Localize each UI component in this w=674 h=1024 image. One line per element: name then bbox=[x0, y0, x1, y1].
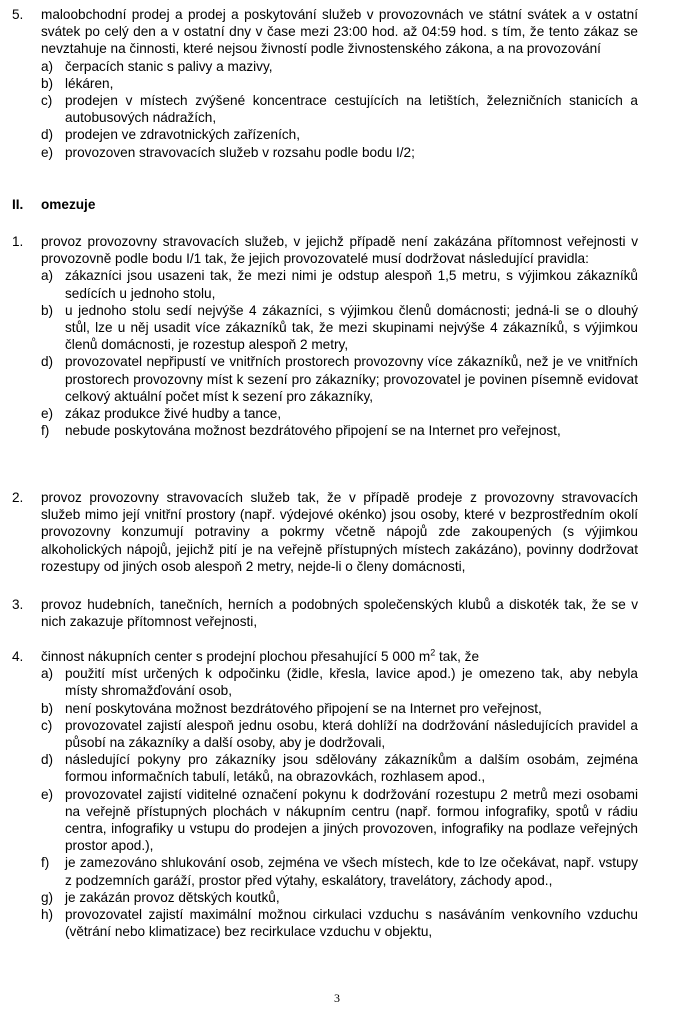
sub-item-c bbox=[41, 717, 638, 751]
sub-label: g) bbox=[41, 889, 54, 905]
sub-item-f bbox=[41, 422, 638, 439]
sub-label: b) bbox=[41, 700, 54, 716]
sub-text: není poskytována možnost bezdrátového připojení se na Internet pro veřejnost, bbox=[65, 700, 542, 716]
item-text: provoz provozovny stravovacích služeb, v jejichž případě není zakázána přítomnost veřejnosti v provozovně podle bodu I/1 tak, že jejich provozovatelé musí dodržovat následující pravidla: bbox=[41, 234, 638, 267]
item-5 bbox=[12, 6, 638, 161]
sub-text: lékáren, bbox=[65, 75, 114, 91]
sub-label: a) bbox=[41, 58, 54, 74]
sub-text: následující pokyny pro zákazníky jsou sdělovány zákazníkům a dalším osobám, zejména formou informačních tabulí, letáků, na obrazovkách, rozhlasem apod., bbox=[65, 752, 638, 785]
sub-item-e bbox=[41, 144, 638, 161]
item-text-part: činnost nákupních center s prodejní plochou přesahující 5 000 m bbox=[41, 649, 431, 664]
item-ii-2 bbox=[12, 489, 638, 575]
item-text-part: tak, že bbox=[435, 649, 480, 664]
sub-item-d bbox=[41, 751, 638, 785]
item-number: 3. bbox=[12, 597, 24, 612]
item-number: 4. bbox=[12, 649, 24, 664]
sub-item-b bbox=[41, 302, 638, 354]
sub-item-d bbox=[41, 126, 638, 143]
sub-label: f) bbox=[41, 855, 50, 871]
sub-label: d) bbox=[41, 354, 54, 370]
sub-item-b bbox=[41, 700, 638, 717]
sub-item-h bbox=[41, 906, 638, 940]
sub-item-e bbox=[41, 405, 638, 422]
sub-label: d) bbox=[41, 752, 54, 768]
sub-item-g bbox=[41, 889, 638, 906]
item-number: 5. bbox=[12, 7, 24, 22]
sub-label: h) bbox=[41, 907, 54, 923]
sub-text: čerpacích stanic s palivy a mazivy, bbox=[65, 58, 273, 74]
section-number: II. bbox=[12, 197, 24, 212]
sub-text: provozovatel zajistí maximální možnou cirkulaci vzduchu s nasáváním venkovního vzduchu (větrání nebo klimatizace) bez recirkulace vzduchu v objektu, bbox=[65, 907, 638, 940]
section-heading bbox=[12, 196, 638, 213]
sub-text: provozovatel zajistí alespoň jednu osobu, která dohlíží na dodržování následujících pravidel a působí na zákazníky a další osoby, aby je dodržovali, bbox=[65, 717, 638, 751]
sub-label: c) bbox=[41, 93, 53, 109]
item-ii-3 bbox=[12, 596, 638, 630]
item-ii-1 bbox=[12, 233, 638, 439]
sub-label: a) bbox=[41, 268, 54, 284]
sub-label: e) bbox=[41, 144, 54, 160]
sub-text: nebude poskytována možnost bezdrátového připojení se na Internet pro veřejnost, bbox=[65, 423, 561, 439]
sub-item-c bbox=[41, 92, 638, 126]
sub-text: provozovatel zajistí viditelné označení pokynu k dodržování rozestupu 2 metrů mezi osobami na veřejně přístupných plochách v nákupním centru (např. formou infografiky, spotů v rádiu centra, infografiky u vstupu do prodejen a jiných provozoven, infografiky na podlaze veřejných prostor apod.), bbox=[65, 786, 638, 854]
item-number: 1. bbox=[12, 234, 24, 249]
sub-label: e) bbox=[41, 786, 54, 802]
item-text: maloobchodní prodej a prodej a poskytování služeb v provozovnách ve státní svátek a v ostatní svátek po celý den a v ostatní dny v čase mezi 23:00 hod. až 04:59 hod. s tím, že tento zákaz se nevztahuje na činnosti, které nejsou živností podle živnostenského zákona, a na provozování bbox=[41, 7, 638, 57]
sub-label: e) bbox=[41, 406, 54, 422]
sub-text: zákaz produkce živé hudby a tance, bbox=[65, 406, 282, 422]
sub-item-a bbox=[41, 267, 638, 301]
sub-text: u jednoho stolu sedí nejvýše 4 zákazníci, s výjimkou členů domácnosti; jedná-li se o dlouhý stůl, lze u něj usadit více zákazníků tak, že mezi skupinami nejvýše 4 zákazníků, s výjimkou členů domácnosti, je rozestup alespoň 2 metry, bbox=[65, 302, 638, 353]
sub-label: a) bbox=[41, 666, 54, 682]
sub-text: použití míst určených k odpočinku (židle, křesla, lavice apod.) je omezeno tak, aby nebyla místy shromažďování osob, bbox=[65, 666, 638, 699]
item-number: 2. bbox=[12, 490, 24, 505]
sub-label: c) bbox=[41, 717, 53, 733]
sub-label: b) bbox=[41, 75, 54, 91]
sub-text: prodejen ve zdravotnických zařízeních, bbox=[65, 127, 300, 143]
sub-item-d bbox=[41, 353, 638, 405]
item-text: provoz hudebních, tanečních, herních a podobných společenských klubů a diskoték tak, že se v nich zakazuje přítomnost veřejnosti, bbox=[41, 597, 638, 630]
sub-item-f bbox=[41, 854, 638, 888]
sub-label: b) bbox=[41, 302, 54, 318]
sub-text: je zakázán provoz dětských koutků, bbox=[65, 889, 280, 905]
item-text: provoz provozovny stravovacích služeb tak, že v případě prodeje z provozovny stravovacích služeb mimo její vnitřní prostory (např. výdejové okénko) jsou osoby, které v bezprostředním okolí provozovny konzumují potraviny a pokrmy včetně nápojů zde zakoupených (s výjimkou alkoholických nápojů, jejichž pití je na veřejně přístupných místech zakázáno), povinny dodržovat rozestupy od jiných osob alespoň 2 metry, nejde-li o členy domácnosti, bbox=[41, 490, 638, 574]
sub-item-a bbox=[41, 665, 638, 699]
sub-item-e bbox=[41, 786, 638, 855]
item-ii-4 bbox=[12, 648, 638, 940]
section-title: omezuje bbox=[41, 197, 96, 212]
sub-item-b bbox=[41, 75, 638, 92]
sub-text: prodejen v místech zvýšené koncentrace cestujících na letištích, železničních stanicích a autobusových nádražích, bbox=[65, 93, 638, 126]
item-text bbox=[41, 648, 638, 665]
sub-text: provozovatel nepřipustí ve vnitřních prostorech provozovny více zákazníků, než je ve vnitřních prostorech provozovny míst k sezení pro zákazníky; provozovatel je povinen písemně evidovat celkový aktuální počet míst k sezení pro zákazníky, bbox=[65, 354, 638, 404]
sub-text: je zamezováno shlukování osob, zejména ve všech místech, kde to lze očekávat, např. vstupy z podzemních garáží, prostor před výtahy, eskalátory, travelátory, záchody apod., bbox=[65, 855, 638, 888]
superscript: 2 bbox=[430, 647, 436, 658]
sub-label: d) bbox=[41, 127, 54, 143]
sub-label: f) bbox=[41, 423, 50, 439]
sub-item-a bbox=[41, 58, 638, 75]
sub-text: zákazníci jsou usazeni tak, že mezi nimi je odstup alespoň 1,5 metru, s výjimkou zákazníků sedících u jednoho stolu, bbox=[65, 268, 638, 301]
page-number: 3 bbox=[334, 991, 340, 1005]
sub-text: provozoven stravovacích služeb v rozsahu podle bodu I/2; bbox=[65, 144, 415, 160]
